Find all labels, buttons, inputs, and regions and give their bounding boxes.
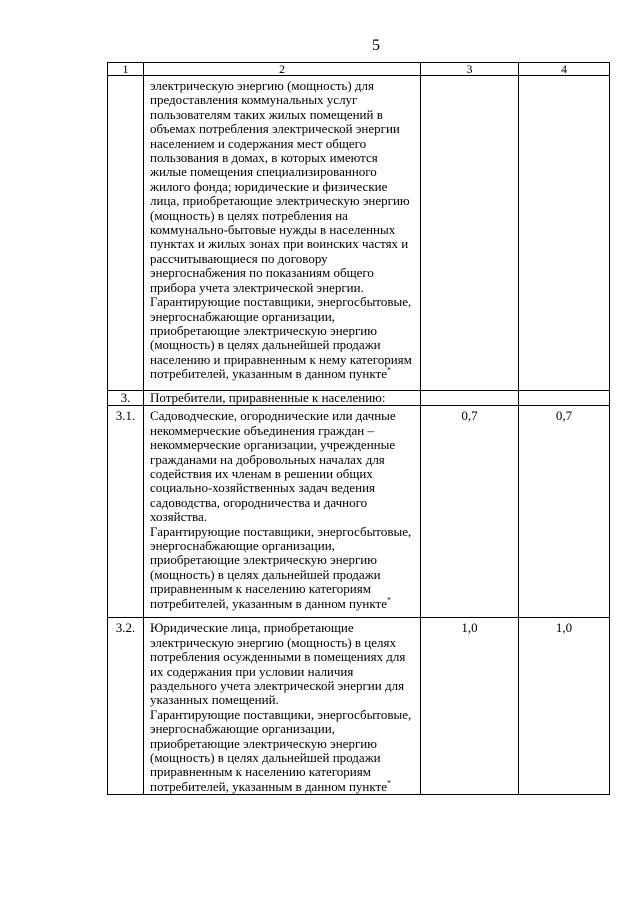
footnote-mark: * [386,595,391,605]
text-line [150,708,414,722]
line-text: пользования в домах, в которых имеются [150,150,378,166]
description-cell [144,618,421,795]
text-line [150,722,414,736]
table-row [108,618,610,795]
row-number-cell: 3. [108,391,144,406]
line-text: прибора учета электрической энергии. [150,279,364,295]
line-text: лица, приобретающие электрическую энергию [150,193,410,209]
text-line [150,751,414,765]
line-text: пунктах и жилых зонах при воинских частях и [150,236,409,252]
text-line [150,122,414,136]
line-text: содействия их членам в решении общих [150,466,373,482]
line-text: пользователям таких жилых помещений в [150,106,383,122]
line-text: садоводства, огородничества и дачного [150,494,368,510]
text-line [150,621,414,635]
text-line [150,481,414,495]
line-text: приравненным к населению категориям [150,764,371,780]
tariff-table [107,62,610,795]
line-text: Гарантирующие поставщики, энергосбытовые, [150,706,412,722]
line-text: потребителей, указанным в данном пункте [150,595,387,611]
line-text: коммунально-бытовые нужды в населенных [150,222,396,238]
text-line [150,650,414,664]
text-line [150,151,414,165]
row-number-cell: 3.2. [108,618,144,795]
text-line [150,137,414,151]
text-line [150,353,414,367]
line-text: приобретающие электрическую энергию [150,552,377,568]
text-line [150,539,414,553]
line-text: жилого фонда; юридические и физические [150,178,388,194]
table-header-row [108,63,610,76]
line-text: Садоводческие, огороднические или дачные [150,408,396,424]
value-cell-col4: 0,7 [519,406,610,618]
text-line [150,424,414,438]
line-text: указанных помещений. [150,692,279,708]
line-text: жилые помещения специализированного [150,164,377,180]
line-text: приобретающие электрическую энергию [150,322,377,338]
line-text: объемах потребления электрической энергии [150,121,400,137]
text-line [150,665,414,679]
text-line [150,266,414,280]
table-row [108,406,610,618]
line-text: (мощность) в целях дальнейшей продажи [150,566,381,582]
line-text: потребителей, указанным в данном пункте [150,778,387,794]
table-body [108,63,610,795]
text-line [150,281,414,295]
value-cell-col4 [519,391,610,406]
text-line [150,108,414,122]
value-cell-col4: 1,0 [519,618,610,795]
text-line [150,295,414,309]
value-cell-col3: 1,0 [421,618,519,795]
header-cell-2: 2 [144,63,421,76]
line-text: населением и содержания мест общего [150,135,367,151]
line-text: приобретающие электрическую энергию [150,735,377,751]
line-text: приравненным к населению категориям [150,581,371,597]
footnote-mark: * [386,365,391,375]
value-cell-col3 [421,76,519,391]
footnote-mark: * [386,778,391,788]
text-line [150,237,414,251]
description-cell [144,391,421,406]
line-text: энергоснабжения по показаниям общего [150,265,374,281]
line-text: населению и приравненным к нему категориям [150,351,412,367]
value-cell-col3 [421,391,519,406]
text-line [150,367,414,381]
description-cell [144,76,421,391]
line-text: их содержания при условии наличия [150,663,354,679]
header-cell-4: 4 [519,63,610,76]
text-line [150,453,414,467]
text-line [150,438,414,452]
line-text: Гарантирующие поставщики, энергосбытовые, [150,523,412,539]
text-line [150,780,414,794]
description-cell [144,406,421,618]
line-text: энергоснабжающие организации, [150,308,335,324]
header-cell-1: 1 [108,63,144,76]
value-cell-col3: 0,7 [421,406,519,618]
text-line [150,93,414,107]
page-number: 5 [372,37,380,54]
line-text: некоммерческие объединения граждан – [150,422,374,438]
text-line [150,597,414,611]
text-line [150,409,414,423]
text-line [150,165,414,179]
line-text: предоставления коммунальных услуг [150,92,358,108]
row-number-cell [108,76,144,391]
line-text: Потребители, приравненные к населению: [150,390,386,405]
text-line [150,496,414,510]
text-line [150,338,414,352]
text-line [150,391,414,405]
value-cell-col4 [519,76,610,391]
text-line [150,324,414,338]
line-text: энергоснабжающие организации, [150,538,335,554]
line-text: Гарантирующие поставщики, энергосбытовые, [150,294,412,310]
text-line [150,737,414,751]
header-cell-3: 3 [421,63,519,76]
text-line [150,553,414,567]
text-line [150,467,414,481]
text-line [150,209,414,223]
table-row [108,391,610,406]
line-text: некоммерческие организации, учрежденные [150,437,396,453]
line-text: (мощность) в целях потребления на [150,207,348,223]
line-text: (мощность) в целях дальнейшей продажи [150,337,381,353]
line-text: гражданами на добровольных началах для [150,451,385,467]
line-text: потребления осужденными в помещениях для [150,649,406,665]
line-text: раздельного учета электрической энергии для [150,678,405,694]
table-row [108,76,610,391]
text-line [150,223,414,237]
text-line [150,636,414,650]
text-line [150,525,414,539]
line-text: энергоснабжающие организации, [150,721,335,737]
line-text: хозяйства. [150,509,208,525]
line-text: электрическую энергию (мощность) для [150,78,374,93]
text-line [150,568,414,582]
line-text: потребителей, указанным в данном пункте [150,366,387,382]
line-text: электрическую энергию (мощность) в целях [150,634,396,650]
line-text: Юридические лица, приобретающие [150,620,354,636]
text-line [150,252,414,266]
line-text: социально-хозяйственных задач ведения [150,480,376,496]
line-text: (мощность) в целях дальнейшей продажи [150,750,381,766]
text-line [150,310,414,324]
text-line [150,79,414,93]
line-text: рассчитывающиеся по договору [150,250,328,266]
text-line [150,194,414,208]
text-line [150,510,414,524]
text-line [150,582,414,596]
text-line [150,180,414,194]
text-line [150,679,414,693]
text-line [150,693,414,707]
text-line [150,765,414,779]
row-number-cell: 3.1. [108,406,144,618]
